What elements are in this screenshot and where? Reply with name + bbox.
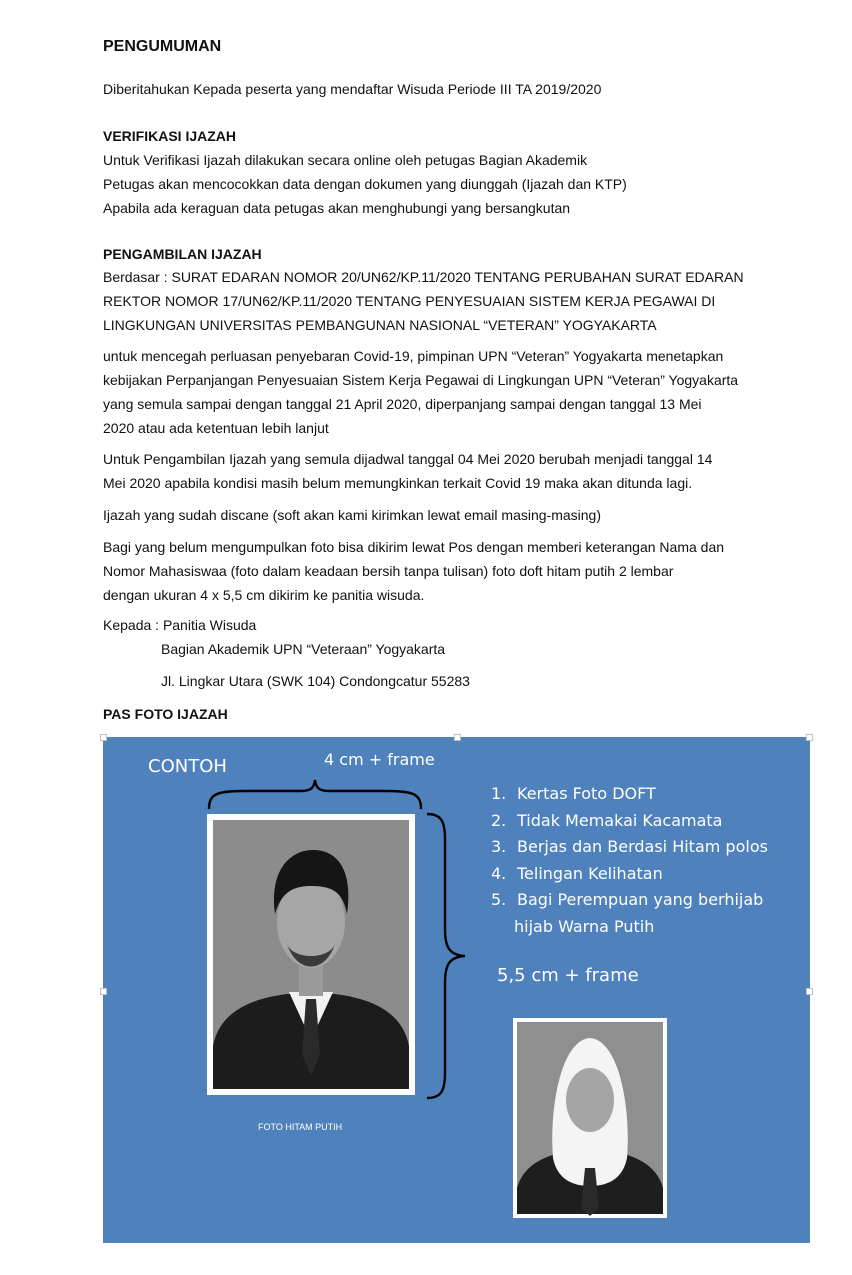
foto-line: dengan ukuran 4 x 5,5 cm dikirim ke panitia wisuda.	[103, 587, 425, 603]
verifikasi-line: Apabila ada keraguan data petugas akan menghubungi yang bersangkutan	[103, 200, 571, 216]
male-portrait-image	[207, 814, 415, 1095]
list-number: 3.	[491, 837, 507, 856]
female-portrait-image	[513, 1018, 667, 1218]
covid-line: kebijakan Perpanjangan Penyesuaian Sistem Kerja Pegawai di Lingkungan UPN “Veteran” Yogyakarta	[103, 372, 739, 388]
list-text: Bagi Perempuan yang berhijab	[517, 890, 764, 909]
resize-handle[interactable]	[100, 734, 107, 741]
kepada-label: Kepada : Panitia Wisuda	[103, 617, 257, 633]
page-title: PENGUMUMAN	[103, 38, 222, 55]
intro-text: Diberitahukan Kepada peserta yang mendaftar Wisuda Periode III TA 2019/2020	[103, 81, 602, 97]
foto-line: Bagi yang belum mengumpulkan foto bisa dikirim lewat Pos dengan memberi keterangan Nama dan	[103, 539, 725, 555]
list-number: 4.	[491, 863, 507, 883]
alamat-line-1: Bagian Akademik UPN “Veteraan” Yogyakarta	[161, 641, 446, 657]
resize-handle[interactable]	[806, 988, 813, 995]
list-text: Tidak Memakai Kacamata	[517, 810, 723, 830]
photo-caption: FOTO HITAM PUTIH	[258, 1122, 343, 1132]
foto-paragraph	[103, 535, 743, 607]
list-number: 1.	[491, 784, 507, 803]
dasar-line: LINGKUNGAN UNIVERSITAS PEMBANGUNAN NASIONAL “VETERAN” YOGYAKARTA	[103, 317, 657, 333]
photo-requirements-list	[491, 781, 768, 940]
photo-example-panel	[103, 737, 810, 1243]
dasar-line: Berdasar : SURAT EDARAN NOMOR 20/UN62/KP.11/2020 TENTANG PERUBAHAN SURAT EDARAN	[103, 269, 744, 285]
pas-foto-heading: PAS FOTO IJAZAH	[103, 706, 228, 722]
covid-line: untuk mencegah perluasan penyebaran Covid-19, pimpinan UPN “Veteran” Yogyakarta menetapkan	[103, 348, 724, 364]
list-text: Berjas dan Berdasi Hitam polos	[517, 837, 768, 856]
resize-handle[interactable]	[806, 734, 813, 741]
height-brace-icon	[425, 811, 469, 1101]
resize-handle[interactable]	[100, 988, 107, 995]
height-label: 5,5 cm + frame	[497, 965, 639, 986]
list-text: Kertas Foto DOFT	[517, 784, 656, 803]
verifikasi-line: Petugas akan mencocokkan data dengan dokumen yang diunggah (Ijazah dan KTP)	[103, 176, 627, 192]
pengambilan-heading: PENGAMBILAN IJAZAH	[103, 246, 262, 262]
alamat-line-2: Jl. Lingkar Utara (SWK 104) Condongcatur 55283	[161, 673, 470, 689]
resize-handle[interactable]	[454, 734, 461, 741]
list-text-continued: hijab Warna Putih	[514, 916, 655, 936]
list-item	[491, 834, 768, 861]
dasar-paragraph	[103, 265, 743, 337]
list-item	[491, 808, 768, 835]
discane-text: Ijazah yang sudah discane (soft akan kami kirimkan lewat email masing-masing)	[103, 507, 601, 523]
list-item	[491, 781, 768, 808]
verifikasi-paragraph	[103, 148, 743, 220]
list-text: Telingan Kelihatan	[517, 863, 663, 883]
jadwal-line: Untuk Pengambilan Ijazah yang semula dijadwal tanggal 04 Mei 2020 berubah menjadi tanggal 14	[103, 451, 713, 467]
width-brace-icon	[206, 777, 424, 811]
foto-line: Nomor Mahasiswaa (foto dalam keadaan bersih tanpa tulisan) foto doft hitam putih 2 lembar	[103, 563, 674, 579]
jadwal-line: Mei 2020 apabila kondisi masih belum memungkinkan terkait Covid 19 maka akan ditunda lagi.	[103, 475, 693, 491]
dasar-line: REKTOR NOMOR 17/UN62/KP.11/2020 TENTANG PENYESUAIAN SISTEM KERJA PEGAWAI DI	[103, 293, 716, 309]
list-number: 2.	[491, 810, 507, 830]
verifikasi-line: Untuk Verifikasi Ijazah dilakukan secara online oleh petugas Bagian Akademik	[103, 152, 588, 168]
list-number: 5.	[491, 890, 507, 909]
list-item	[491, 861, 768, 888]
covid-line: 2020 atau ada ketentuan lebih lanjut	[103, 420, 329, 436]
contoh-label: CONTOH	[148, 756, 227, 777]
list-item	[491, 887, 768, 940]
verifikasi-heading: VERIFIKASI IJAZAH	[103, 128, 237, 144]
width-label: 4 cm + frame	[324, 750, 435, 769]
female-photo-frame	[513, 1018, 667, 1218]
covid-line: yang semula sampai dengan tanggal 21 April 2020, diperpanjang sampai dengan tanggal 13 Mei	[103, 396, 702, 412]
male-photo-frame	[207, 814, 415, 1095]
covid-paragraph	[103, 344, 743, 440]
jadwal-paragraph	[103, 447, 743, 495]
